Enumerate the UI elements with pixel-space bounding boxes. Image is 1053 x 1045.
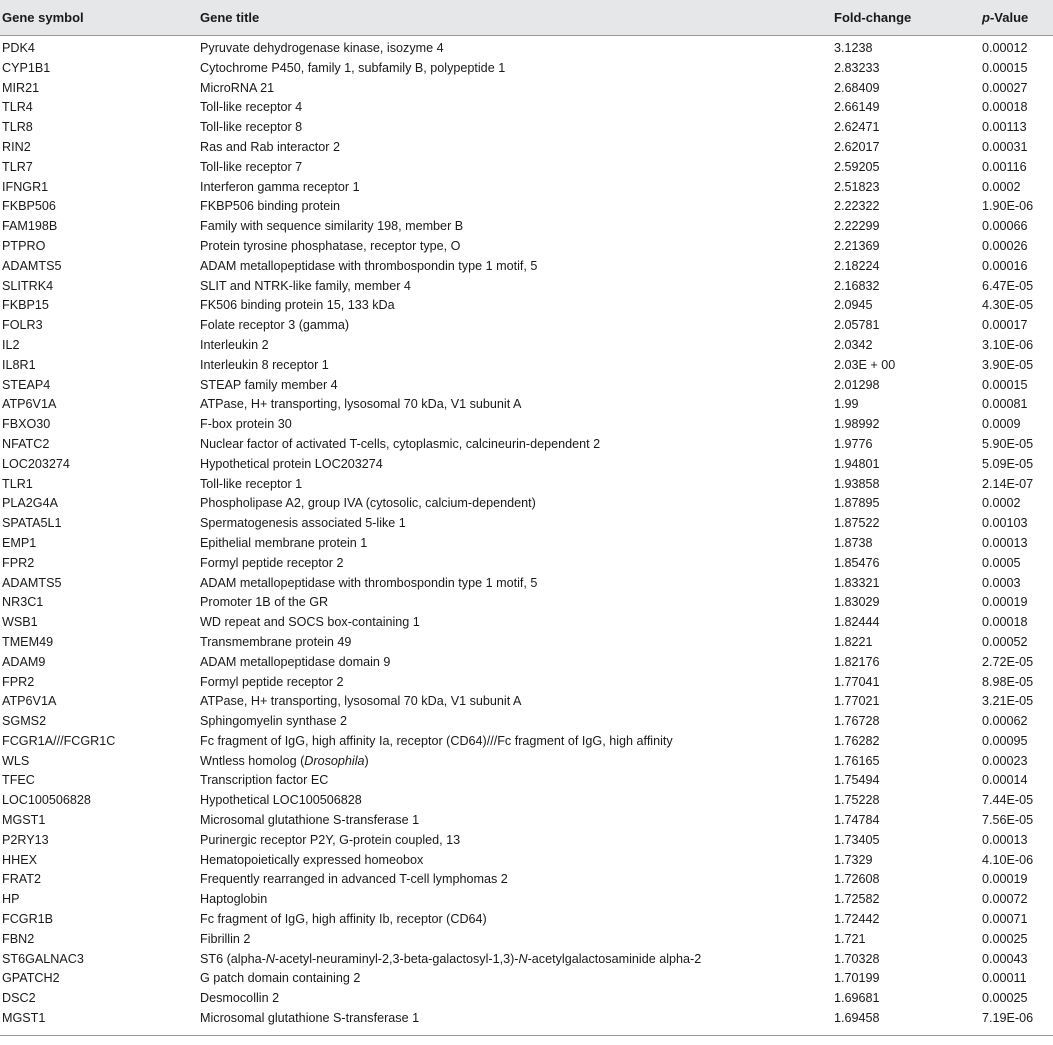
cell-gene-title: ATPase, H+ transporting, lysosomal 70 kDa, V1 subunit A: [200, 694, 522, 709]
cell-fold-change: 1.8738: [834, 535, 873, 550]
cell-gene-title: Folate receptor 3 (gamma): [200, 318, 350, 333]
cell-gene-symbol: SGMS2: [2, 714, 47, 729]
cell-gene-symbol: ADAMTS5: [2, 575, 62, 590]
cell-gene-title: Promoter 1B of the GR: [200, 595, 329, 610]
cell-p-value: 0.00019: [982, 595, 1028, 610]
cell-p-value: 0.00018: [982, 615, 1028, 630]
cell-gene-symbol: MIR21: [2, 80, 40, 95]
cell-fold-change: 1.93858: [834, 476, 880, 491]
cell-gene-title: Interleukin 8 receptor 1: [200, 357, 329, 372]
table-row: [0, 613, 1053, 633]
cell-fold-change: 2.16832: [834, 278, 880, 293]
cell-gene-title: Purinergic receptor P2Y, G-protein coupled, 13: [200, 832, 461, 847]
cell-gene-symbol: TLR8: [2, 120, 33, 135]
cell-fold-change: 1.82176: [834, 654, 880, 669]
cell-fold-change: 1.94801: [834, 456, 880, 471]
cell-gene-title: Hypothetical LOC100506828: [200, 793, 362, 808]
cell-fold-change: 1.8221: [834, 634, 873, 649]
table-row: [0, 771, 1053, 791]
cell-gene-symbol: ADAMTS5: [2, 258, 62, 273]
cell-p-value: 0.00014: [982, 773, 1028, 788]
cell-fold-change: 1.87895: [834, 496, 880, 511]
cell-gene-title: Cytochrome P450, family 1, subfamily B, polypeptide 1: [200, 60, 506, 75]
table-row: [0, 1009, 1053, 1029]
cell-gene-symbol: FAM198B: [2, 219, 58, 234]
header-row: [0, 0, 1053, 36]
cell-gene-title: Toll-like receptor 7: [200, 159, 303, 174]
cell-p-value: 0.0002: [982, 496, 1021, 511]
cell-fold-change: 1.76282: [834, 733, 880, 748]
cell-p-value: 4.30E-05: [982, 298, 1034, 313]
table-row: [0, 178, 1053, 198]
cell-gene-title: G patch domain containing 2: [200, 971, 361, 986]
table-row: [0, 653, 1053, 673]
table-row: [0, 831, 1053, 851]
cell-gene-symbol: MGST1: [2, 1011, 46, 1026]
table-row: [0, 455, 1053, 475]
table-row: [0, 870, 1053, 890]
cell-gene-title: MicroRNA 21: [200, 80, 275, 95]
cell-gene-title: Transmembrane protein 49: [200, 634, 352, 649]
cell-p-value: 0.00103: [982, 516, 1028, 531]
cell-gene-symbol: PDK4: [2, 41, 35, 55]
cell-p-value: 7.56E-05: [982, 813, 1034, 828]
header-p-value: [982, 0, 1053, 36]
cell-p-value: 0.00025: [982, 931, 1028, 946]
cell-p-value: 5.90E-05: [982, 436, 1034, 451]
cell-gene-title: Fc fragment of IgG, high affinity Ia, receptor (CD64)///Fc fragment of IgG, high affinity: [200, 733, 673, 748]
table-row: [0, 811, 1053, 831]
cell-p-value: 6.47E-05: [982, 278, 1034, 293]
cell-fold-change: 3.1238: [834, 41, 873, 55]
cell-gene-symbol: ATP6V1A: [2, 694, 57, 709]
cell-p-value: 0.0005: [982, 555, 1021, 570]
table-body: [0, 36, 1053, 1029]
cell-gene-symbol: TMEM49: [2, 634, 54, 649]
cell-p-value: 0.00113: [982, 120, 1027, 135]
cell-gene-symbol: ST6GALNAC3: [2, 951, 84, 966]
cell-gene-title: Desmocollin 2: [200, 991, 280, 1006]
cell-fold-change: 1.70199: [834, 971, 880, 986]
table-row: [0, 435, 1053, 455]
cell-gene-title: Nuclear factor of activated T-cells, cytoplasmic, calcineurin-dependent 2: [200, 436, 601, 451]
cell-fold-change: 1.70328: [834, 951, 880, 966]
cell-gene-symbol: WSB1: [2, 615, 38, 630]
table-row: [0, 138, 1053, 158]
table-row: [0, 930, 1053, 950]
cell-gene-title: F-box protein 30: [200, 417, 292, 432]
cell-fold-change: 1.87522: [834, 516, 880, 531]
cell-gene-title: Toll-like receptor 4: [200, 100, 303, 115]
cell-p-value: 0.00095: [982, 733, 1028, 748]
cell-gene-symbol: EMP1: [2, 535, 37, 550]
table-row: [0, 158, 1053, 178]
cell-fold-change: 1.77021: [834, 694, 880, 709]
cell-gene-symbol: GPATCH2: [2, 971, 60, 986]
cell-fold-change: 1.83321: [834, 575, 880, 590]
cell-fold-change: 1.72442: [834, 912, 880, 927]
table-row: [0, 950, 1053, 970]
cell-gene-title: FK506 binding protein 15, 133 kDa: [200, 298, 395, 313]
cell-gene-symbol: TLR7: [2, 159, 33, 174]
table-row: [0, 851, 1053, 871]
table-row: [0, 118, 1053, 138]
cell-fold-change: 2.0945: [834, 298, 873, 313]
cell-fold-change: 1.74784: [834, 813, 880, 828]
cell-gene-title: Epithelial membrane protein 1: [200, 535, 368, 550]
cell-p-value: 0.00023: [982, 753, 1028, 768]
cell-fold-change: 1.76165: [834, 753, 880, 768]
cell-p-value: 0.00081: [982, 397, 1028, 412]
cell-p-value: 5.09E-05: [982, 456, 1034, 471]
table-row: [0, 673, 1053, 693]
cell-fold-change: 1.73405: [834, 832, 880, 847]
table-row: [0, 514, 1053, 534]
cell-gene-symbol: IL2: [2, 337, 20, 352]
cell-gene-title: Toll-like receptor 8: [200, 120, 303, 135]
table-row: [0, 356, 1053, 376]
cell-p-value: 0.00052: [982, 634, 1028, 649]
cell-gene-symbol: CYP1B1: [2, 60, 51, 75]
cell-fold-change: 2.0342: [834, 337, 873, 352]
cell-gene-symbol: FRAT2: [2, 872, 41, 887]
cell-gene-title: Fc fragment of IgG, high affinity Ib, receptor (CD64): [200, 912, 487, 927]
cell-fold-change: 2.62017: [834, 139, 880, 154]
cell-gene-symbol: FPR2: [2, 555, 35, 570]
cell-gene-symbol: LOC100506828: [2, 793, 91, 808]
cell-gene-symbol: WLS: [2, 753, 30, 768]
cell-gene-symbol: TFEC: [2, 773, 35, 788]
cell-p-value: 0.00072: [982, 892, 1028, 907]
table-row: [0, 989, 1053, 1009]
cell-p-value: 3.10E-06: [982, 337, 1034, 352]
cell-gene-title: Phospholipase A2, group IVA (cytosolic, calcium-dependent): [200, 496, 536, 511]
table-row: [0, 791, 1053, 811]
cell-p-value: 1.90E-06: [982, 199, 1034, 214]
table-row: [0, 692, 1053, 712]
cell-gene-symbol: NR3C1: [2, 595, 44, 610]
table-bottom-rule: [0, 1035, 1053, 1036]
cell-p-value: 3.90E-05: [982, 357, 1034, 372]
cell-gene-symbol: FCGR1A///FCGR1C: [2, 733, 116, 748]
table-row: [0, 910, 1053, 930]
cell-p-value: 7.44E-05: [982, 793, 1034, 808]
cell-p-value: 7.19E-06: [982, 1011, 1034, 1026]
cell-gene-symbol: SLITRK4: [2, 278, 54, 293]
table-row: [0, 98, 1053, 118]
cell-fold-change: 1.85476: [834, 555, 880, 570]
cell-gene-title: FKBP506 binding protein: [200, 199, 341, 214]
cell-gene-symbol: FKBP15: [2, 298, 49, 313]
cell-gene-title: Microsomal glutathione S-transferase 1: [200, 1011, 420, 1026]
cell-gene-symbol: HHEX: [2, 852, 37, 867]
table-row: [0, 752, 1053, 772]
cell-fold-change: 1.76728: [834, 714, 880, 729]
cell-p-value: 0.00116: [982, 159, 1027, 174]
cell-p-value: 0.00016: [982, 258, 1028, 273]
cell-gene-symbol: DSC2: [2, 991, 36, 1006]
cell-fold-change: 1.69458: [834, 1011, 880, 1026]
cell-p-value: 8.98E-05: [982, 674, 1034, 689]
cell-p-value: 0.0003: [982, 575, 1021, 590]
table-row: [0, 336, 1053, 356]
cell-gene-symbol: STEAP4: [2, 377, 51, 392]
cell-gene-title: ATPase, H+ transporting, lysosomal 70 kDa, V1 subunit A: [200, 397, 522, 412]
cell-gene-title: SLIT and NTRK-like family, member 4: [200, 278, 411, 293]
cell-fold-change: 1.83029: [834, 595, 880, 610]
table-row: [0, 395, 1053, 415]
cell-fold-change: 1.72582: [834, 892, 880, 907]
cell-gene-title: Spermatogenesis associated 5-like 1: [200, 516, 406, 531]
cell-gene-title: Toll-like receptor 1: [200, 476, 303, 491]
header-gene-symbol: Gene symbol: [0, 0, 200, 36]
cell-gene-title: Family with sequence similarity 198, member B: [200, 219, 464, 234]
header-fold-change: Fold-change: [834, 0, 982, 36]
cell-gene-title: Fibrillin 2: [200, 931, 251, 946]
cell-gene-title: Haptoglobin: [200, 892, 268, 907]
cell-gene-title: Ras and Rab interactor 2: [200, 139, 341, 154]
table-row: [0, 712, 1053, 732]
table-row: [0, 277, 1053, 297]
cell-p-value: 0.0009: [982, 417, 1021, 432]
cell-fold-change: 2.22299: [834, 219, 880, 234]
cell-gene-symbol: IFNGR1: [2, 179, 49, 194]
table-header: [0, 0, 1053, 36]
table-row: [0, 79, 1053, 99]
cell-gene-symbol: FKBP506: [2, 199, 56, 214]
table-row: [0, 257, 1053, 277]
cell-gene-title: Protein tyrosine phosphatase, receptor type, O: [200, 238, 461, 253]
cell-fold-change: 1.7329: [834, 852, 873, 867]
cell-gene-title: Interleukin 2: [200, 337, 269, 352]
header-p-value-suffix: -Value: [989, 10, 1029, 25]
cell-gene-title: Sphingomyelin synthase 2: [200, 714, 348, 729]
cell-p-value: 0.00025: [982, 991, 1028, 1006]
table-row: [0, 36, 1053, 59]
cell-p-value: 0.00015: [982, 60, 1028, 75]
cell-gene-symbol: PLA2G4A: [2, 496, 59, 511]
cell-gene-symbol: HP: [2, 892, 20, 907]
cell-gene-symbol: LOC203274: [2, 456, 70, 471]
cell-fold-change: 1.72608: [834, 872, 880, 887]
cell-gene-symbol: P2RY13: [2, 832, 49, 847]
table-row: [0, 475, 1053, 495]
table-row: [0, 237, 1053, 257]
cell-fold-change: 1.98992: [834, 417, 880, 432]
table-row: [0, 593, 1053, 613]
cell-p-value: 2.14E-07: [982, 476, 1034, 491]
cell-gene-title: STEAP family member 4: [200, 377, 338, 392]
cell-gene-title: ADAM metallopeptidase domain 9: [200, 654, 391, 669]
cell-fold-change: 1.77041: [834, 674, 880, 689]
cell-p-value: 0.00017: [982, 318, 1028, 333]
table-row: [0, 554, 1053, 574]
cell-fold-change: 2.83233: [834, 60, 880, 75]
cell-gene-title: Microsomal glutathione S-transferase 1: [200, 813, 420, 828]
cell-fold-change: 1.9776: [834, 436, 873, 451]
cell-fold-change: 1.69681: [834, 991, 880, 1006]
cell-gene-title: WD repeat and SOCS box-containing 1: [200, 615, 420, 630]
cell-fold-change: 2.59205: [834, 159, 880, 174]
cell-fold-change: 2.68409: [834, 80, 880, 95]
cell-fold-change: 2.21369: [834, 238, 880, 253]
cell-p-value: 0.00071: [982, 912, 1028, 927]
cell-gene-symbol: PTPRO: [2, 238, 46, 253]
cell-gene-symbol: TLR1: [2, 476, 33, 491]
cell-p-value: 4.10E-06: [982, 852, 1034, 867]
cell-p-value: 0.0002: [982, 179, 1021, 194]
cell-fold-change: 1.99: [834, 397, 859, 412]
cell-gene-symbol: FCGR1B: [2, 912, 54, 927]
cell-fold-change: 2.62471: [834, 120, 880, 135]
cell-p-value: 0.00018: [982, 100, 1028, 115]
cell-gene-symbol: ATP6V1A: [2, 397, 57, 412]
cell-gene-title: Formyl peptide receptor 2: [200, 555, 344, 570]
cell-fold-change: 2.22322: [834, 199, 880, 214]
cell-p-value: 0.00019: [982, 872, 1028, 887]
cell-gene-symbol: MGST1: [2, 813, 46, 828]
table-row: [0, 534, 1053, 554]
cell-gene-title: Transcription factor EC: [200, 773, 329, 788]
cell-gene-title: Formyl peptide receptor 2: [200, 674, 344, 689]
header-gene-title: Gene title: [200, 0, 834, 36]
cell-gene-symbol: FPR2: [2, 674, 35, 689]
cell-p-value: 2.72E-05: [982, 654, 1034, 669]
cell-p-value: 0.00012: [982, 41, 1028, 55]
cell-p-value: 0.00043: [982, 951, 1028, 966]
cell-fold-change: 2.66149: [834, 100, 880, 115]
table-row: [0, 732, 1053, 752]
table-row: [0, 59, 1053, 79]
cell-fold-change: 1.82444: [834, 615, 880, 630]
cell-gene-symbol: IL8R1: [2, 357, 36, 372]
table-row: [0, 197, 1053, 217]
cell-gene-title: Hypothetical protein LOC203274: [200, 456, 383, 471]
cell-gene-title: Hematopoietically expressed homeobox: [200, 852, 424, 867]
cell-gene-title: Frequently rearranged in advanced T-cell lymphomas 2: [200, 872, 508, 887]
table-row: [0, 890, 1053, 910]
cell-gene-symbol: TLR4: [2, 100, 33, 115]
cell-gene-title: Interferon gamma receptor 1: [200, 179, 360, 194]
cell-gene-title: ST6 (alpha-N-acetyl-neuraminyl-2,3-beta-galactosyl-1,3)-N-acetylgalactosaminide alpha-2: [200, 951, 702, 966]
cell-fold-change: 2.05781: [834, 318, 880, 333]
cell-p-value: 0.00062: [982, 714, 1028, 729]
cell-fold-change: 2.03E + 00: [834, 357, 896, 372]
cell-fold-change: 1.75494: [834, 773, 880, 788]
table-row: [0, 376, 1053, 396]
table-row: [0, 574, 1053, 594]
cell-p-value: 0.00013: [982, 535, 1028, 550]
cell-p-value: 0.00027: [982, 80, 1028, 95]
table-row: [0, 494, 1053, 514]
cell-fold-change: 2.51823: [834, 179, 880, 194]
cell-p-value: 3.21E-05: [982, 694, 1034, 709]
table-row: [0, 633, 1053, 653]
cell-fold-change: 1.75228: [834, 793, 880, 808]
table-row: [0, 296, 1053, 316]
cell-gene-symbol: FBXO30: [2, 417, 51, 432]
cell-fold-change: 2.01298: [834, 377, 880, 392]
table-row: [0, 969, 1053, 989]
cell-p-value: 0.00011: [982, 971, 1027, 986]
cell-p-value: 0.00013: [982, 832, 1028, 847]
cell-gene-symbol: ADAM9: [2, 654, 46, 669]
cell-gene-symbol: SPATA5L1: [2, 516, 62, 531]
cell-gene-symbol: FOLR3: [2, 318, 43, 333]
cell-p-value: 0.00066: [982, 219, 1028, 234]
table-row: [0, 316, 1053, 336]
cell-gene-title: Pyruvate dehydrogenase kinase, isozyme 4: [200, 41, 444, 55]
cell-p-value: 0.00015: [982, 377, 1028, 392]
cell-gene-title: ADAM metallopeptidase with thrombospondin type 1 motif, 5: [200, 258, 538, 273]
cell-fold-change: 1.721: [834, 931, 866, 946]
cell-gene-title: Wntless homolog (Drosophila): [200, 753, 369, 768]
cell-gene-symbol: NFATC2: [2, 436, 50, 451]
cell-gene-title: ADAM metallopeptidase with thrombospondin type 1 motif, 5: [200, 575, 538, 590]
table-row: [0, 415, 1053, 435]
table-row: [0, 217, 1053, 237]
cell-p-value: 0.00026: [982, 238, 1028, 253]
cell-fold-change: 2.18224: [834, 258, 880, 273]
header-p-value-italic: p: [982, 10, 990, 25]
cell-p-value: 0.00031: [982, 139, 1028, 154]
cell-gene-symbol: FBN2: [2, 931, 35, 946]
cell-gene-symbol: RIN2: [2, 139, 31, 154]
